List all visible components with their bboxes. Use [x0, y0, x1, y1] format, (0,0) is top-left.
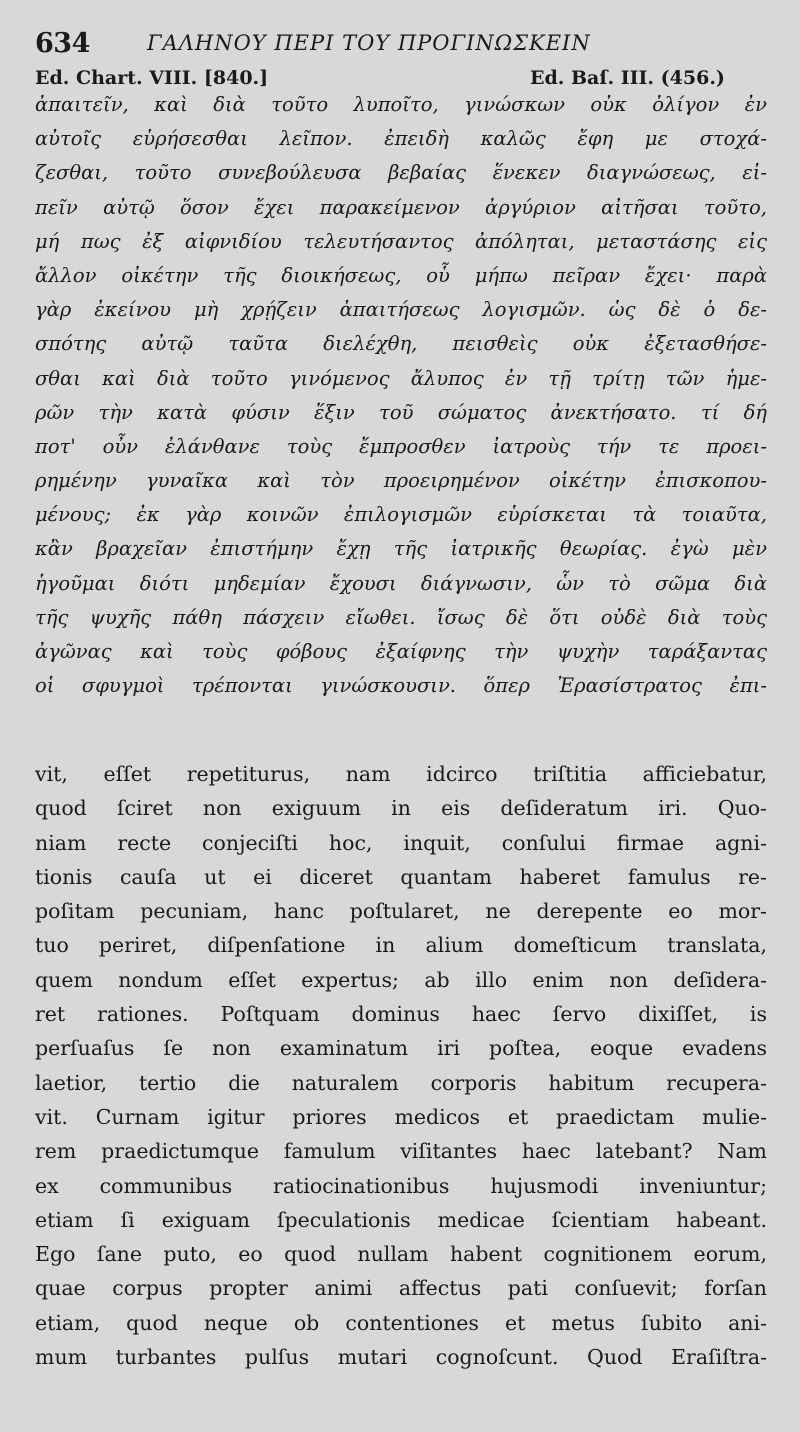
running-title: ΓΑΛΗΝΟΥ ΠΕΡΙ ΤΟΥ ΠΡΟΓΙΝΩΣΚΕΙΝ [147, 31, 591, 55]
greek-text-line: ρῶν τὴν κατὰ φύσιν ἕξιν τοῦ σώματος ἀνεκτήσατο. τί δή [35, 400, 767, 424]
greek-text-line: κἂν βραχεῖαν ἐπιστήμην ἔχῃ τῆς ἰατρικῆς θεωρίας. ἐγὼ μὲν [35, 537, 767, 561]
latin-text-line: quae corpus propter animi affectus pati conſuevit; forſan [35, 1276, 767, 1301]
greek-text-line: σπότης αὐτῷ ταῦτα διελέχθη, πεισθεὶς οὐκ ἐξετασθήσε- [35, 332, 767, 356]
latin-text-line: etiam, quod neque ob contentiones et metus ſubito ani- [35, 1310, 767, 1335]
edition-reference-left: Ed. Chart. VIII. [840.] [35, 67, 269, 89]
latin-text-line: quem nondum eſſet expertus; ab illo enim non deſidera- [35, 967, 767, 992]
latin-text-line: quod ſciret non exiguum in eis deſideratum iri. Quo- [35, 796, 767, 821]
greek-text-block [35, 88, 767, 703]
greek-text-line: οἱ σφυγμοὶ τρέπονται γινώσκουσιν. ὅπερ Ἐρασίστρατος ἐπι- [35, 674, 767, 698]
latin-text-line: ret rationes. Poſtquam dominus haec ſervo dixiſſet, is [35, 1002, 767, 1027]
greek-text-line: ρημένην γυναῖκα καὶ τὸν προειρημένον οἰκέτην ἐπισκοπου- [35, 469, 767, 493]
page-number: 634 [35, 28, 90, 59]
latin-text-line: poſitam pecuniam, hanc poſtularet, ne derepente eo mor- [35, 899, 767, 924]
latin-text-block [35, 757, 767, 1374]
latin-text-line: perſuaſus ſe non examinatum iri poſtea, eoque evadens [35, 1036, 767, 1061]
greek-text-line: σθαι καὶ διὰ τοῦτο γινόμενος ἄλυπος ἐν τῇ τρίτῃ τῶν ἡμε- [35, 366, 767, 390]
greek-text-line: τῆς ψυχῆς πάθη πάσχειν εἴωθει. ἴσως δὲ ὅτι οὐδὲ διὰ τοὺς [35, 605, 767, 629]
greek-text-line: γὰρ ἐκείνου μὴ χρῄζειν ἀπαιτήσεως λογισμῶν. ὡς δὲ ὁ δε- [35, 298, 767, 322]
latin-text-line: rem praedictumque famulum viſitantes haec latebant? Nam [35, 1139, 767, 1164]
greek-text-line: ἄλλον οἰκέτην τῆς διοικήσεως, οὗ μήπω πεῖραν ἔχει· παρὰ [35, 263, 767, 287]
edition-reference-right: Ed. Baſ. III. (456.) [530, 67, 725, 89]
latin-text-line: laetior, tertio die naturalem corporis habitum recupera- [35, 1070, 767, 1095]
latin-text-line: tionis cauſa ut ei diceret quantam haberet famulus re- [35, 864, 767, 889]
greek-text-line: ποτ' οὖν ἐλάνθανε τοὺς ἔμπροσθεν ἰατροὺς τήν τε προει- [35, 434, 767, 458]
latin-text-line: ex communibus ratiocinationibus hujusmodi inveniuntur; [35, 1173, 767, 1198]
latin-text-line: tuo periret, diſpenſatione in alium domeſticum translata, [35, 933, 767, 958]
latin-text-line: vit, eſſet repetiturus, nam idcirco triſtitia afficiebatur, [35, 762, 767, 786]
greek-text-line: μένους; ἐκ γὰρ κοινῶν ἐπιλογισμῶν εὑρίσκεται τὰ τοιαῦτα, [35, 503, 767, 527]
greek-text-line: ἡγοῦμαι διότι μηδεμίαν ἔχουσι διάγνωσιν, ὧν τὸ σῶμα διὰ [35, 571, 767, 595]
greek-text-line: ἀπαιτεῖν, καὶ διὰ τοῦτο λυποῖτο, γινώσκων οὐκ ὀλίγον ἐν [35, 93, 767, 116]
latin-text-line: etiam ſi exiguam ſpeculationis medicae ſcientiam habeant. [35, 1207, 767, 1232]
greek-text-line: πεῖν αὐτῷ ὅσον ἔχει παρακείμενον ἀργύριον αἰτῆσαι τοῦτο, [35, 195, 767, 219]
greek-text-line: μή πως ἐξ αἰφνιδίου τελευτήσαντος ἀπόληται, μεταστάσης εἰς [35, 229, 767, 253]
greek-text-line: ἀγῶνας καὶ τοὺς φόβους ἐξαίφνης τὴν ψυχὴν ταράξαντας [35, 640, 767, 663]
greek-text-line: αὐτοῖς εὑρήσεσθαι λεῖπον. ἐπειδὴ καλῶς ἔφη με στοχά- [35, 127, 767, 151]
latin-text-line: niam recte conjeciſti hoc, inquit, conſului firmae agni- [35, 830, 767, 855]
latin-text-line: vit. Curnam igitur priores medicos et praedictam mulie- [35, 1104, 767, 1129]
latin-text-line: mum turbantes pulſus mutari cognoſcunt. Quod Eraſiſtra- [35, 1345, 767, 1370]
greek-text-line: ζεσθαι, τοῦτο συνεβούλευσα βεβαίας ἕνεκεν διαγνώσεως, εἰ- [35, 161, 767, 185]
latin-text-line: Ego ſane puto, eo quod nullam habent cognitionem eorum, [35, 1242, 767, 1267]
